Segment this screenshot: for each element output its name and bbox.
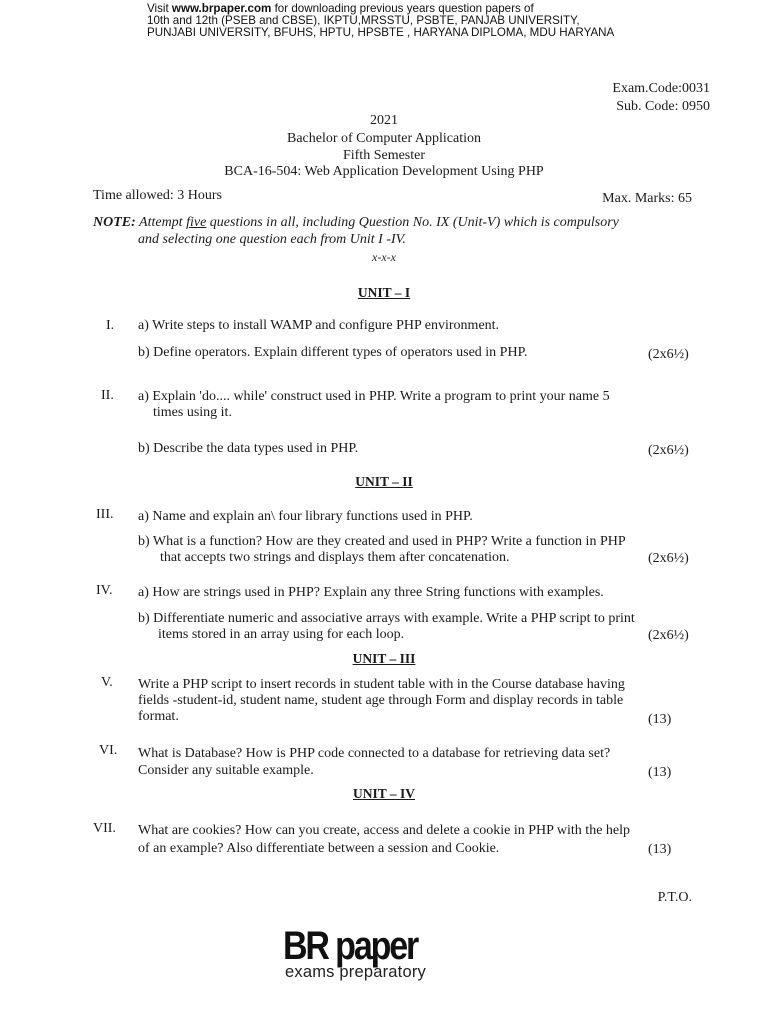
note-label: NOTE: xyxy=(93,215,136,230)
question-3b-line-1: b) What is a function? How are they created and used in PHP? Write a function in PHP xyxy=(138,534,626,549)
site-header-line-3: PUNJABI UNIVERSITY, BFUHS, HPTU, HPSBTE , HARYANA DIPLOMA, MDU HARYANA xyxy=(147,26,615,39)
question-2b: b) Describe the data types used in PHP. xyxy=(138,441,359,456)
question-5-number: V. xyxy=(101,675,113,690)
question-7-marks: (13) xyxy=(648,842,672,857)
question-6-line-1: What is Database? How is PHP code connected to a database for retrieving data set? xyxy=(138,746,611,761)
logo-wordmark: BR paper xyxy=(283,924,418,968)
unit-1-heading: UNIT – I xyxy=(357,285,411,300)
max-marks: Max. Marks: 65 xyxy=(602,191,692,206)
program-name: Bachelor of Computer Application xyxy=(286,131,481,146)
unit-4-heading: UNIT – IV xyxy=(352,786,415,801)
note-five: five xyxy=(186,215,207,230)
question-2-marks: (2x6½) xyxy=(648,443,689,458)
question-7-number: VII. xyxy=(93,821,116,836)
question-4-number: IV. xyxy=(96,583,113,598)
question-4-marks: (2x6½) xyxy=(648,628,689,643)
question-7-line-1: What are cookies? How can you create, access and delete a cookie in PHP with the help xyxy=(138,823,631,838)
question-6-marks: (13) xyxy=(648,765,672,780)
time-allowed: Time allowed: 3 Hours xyxy=(93,188,222,203)
semester: Fifth Semester xyxy=(342,148,426,163)
site-link[interactable]: www.brpaper.com xyxy=(171,2,272,15)
course-title: BCA-16-504: Web Application Development Using PHP xyxy=(224,164,544,179)
unit-3-heading: UNIT – III xyxy=(352,651,416,666)
br-paper-logo xyxy=(283,926,441,966)
question-2-number: II. xyxy=(101,388,114,403)
page-turn-over: P.T.O. xyxy=(657,890,692,905)
question-1b: b) Define operators. Explain different types of operators used in PHP. xyxy=(138,345,528,360)
site-header-line-2: 10th and 12th (PSEB and CBSE), IKPTU,MRSSTU, PSBTE, PANJAB UNIVERSITY, xyxy=(147,14,580,27)
question-5-line-3: format. xyxy=(138,709,179,724)
question-4b-line-1: b) Differentiate numeric and associative arrays with example. Write a PHP script to print xyxy=(138,611,635,626)
question-6-number: VI. xyxy=(99,743,118,758)
question-3a: a) Name and explain an\ four library functions used in PHP. xyxy=(138,509,473,524)
question-4b-line-2: items stored in an array using for each loop. xyxy=(158,627,405,642)
question-1a: a) Write steps to install WAMP and configure PHP environment. xyxy=(138,318,500,333)
question-1-number: I. xyxy=(106,318,115,333)
question-3-marks: (2x6½) xyxy=(648,551,689,566)
note-line-2: and selecting one question each from Unit I -IV. xyxy=(138,232,406,247)
unit-2-heading: UNIT – II xyxy=(355,474,413,489)
question-5-line-2: fields -student-id, student name, student age through Form and display records in table xyxy=(138,693,624,708)
instructions-note: NOTE: Attempt five questions in all, including Question No. IX (Unit-V) which is compulsory xyxy=(93,215,619,230)
exam-year: 2021 xyxy=(370,113,398,128)
question-5-line-1: Write a PHP script to insert records in student table with in the Course database having xyxy=(138,677,625,692)
sub-code: Sub. Code: 0950 xyxy=(616,99,710,114)
question-1-marks: (2x6½) xyxy=(648,347,689,362)
exam-code: Exam.Code:0031 xyxy=(612,81,710,96)
note-separator: x-x-x xyxy=(372,250,396,264)
question-7-line-2: of an example? Also differentiate between a session and Cookie. xyxy=(138,841,500,856)
site-header xyxy=(147,3,614,39)
question-3b-line-2: that accepts two strings and displays them after concatenation. xyxy=(160,550,510,565)
logo-tagline: exams preparatory xyxy=(285,963,426,981)
site-header-line-1: Visit www.brpaper.com for downloading previous years question papers of xyxy=(147,2,534,15)
question-6-line-2: Consider any suitable example. xyxy=(138,763,314,778)
question-5-marks: (13) xyxy=(648,712,672,727)
question-4a: a) How are strings used in PHP? Explain any three String functions with examples. xyxy=(138,585,604,600)
question-2a-line-2: times using it. xyxy=(153,405,232,420)
question-3-number: III. xyxy=(96,507,114,522)
question-2a-line-1: a) Explain 'do.... while' construct used in PHP. Write a program to print your name 5 xyxy=(138,389,610,404)
